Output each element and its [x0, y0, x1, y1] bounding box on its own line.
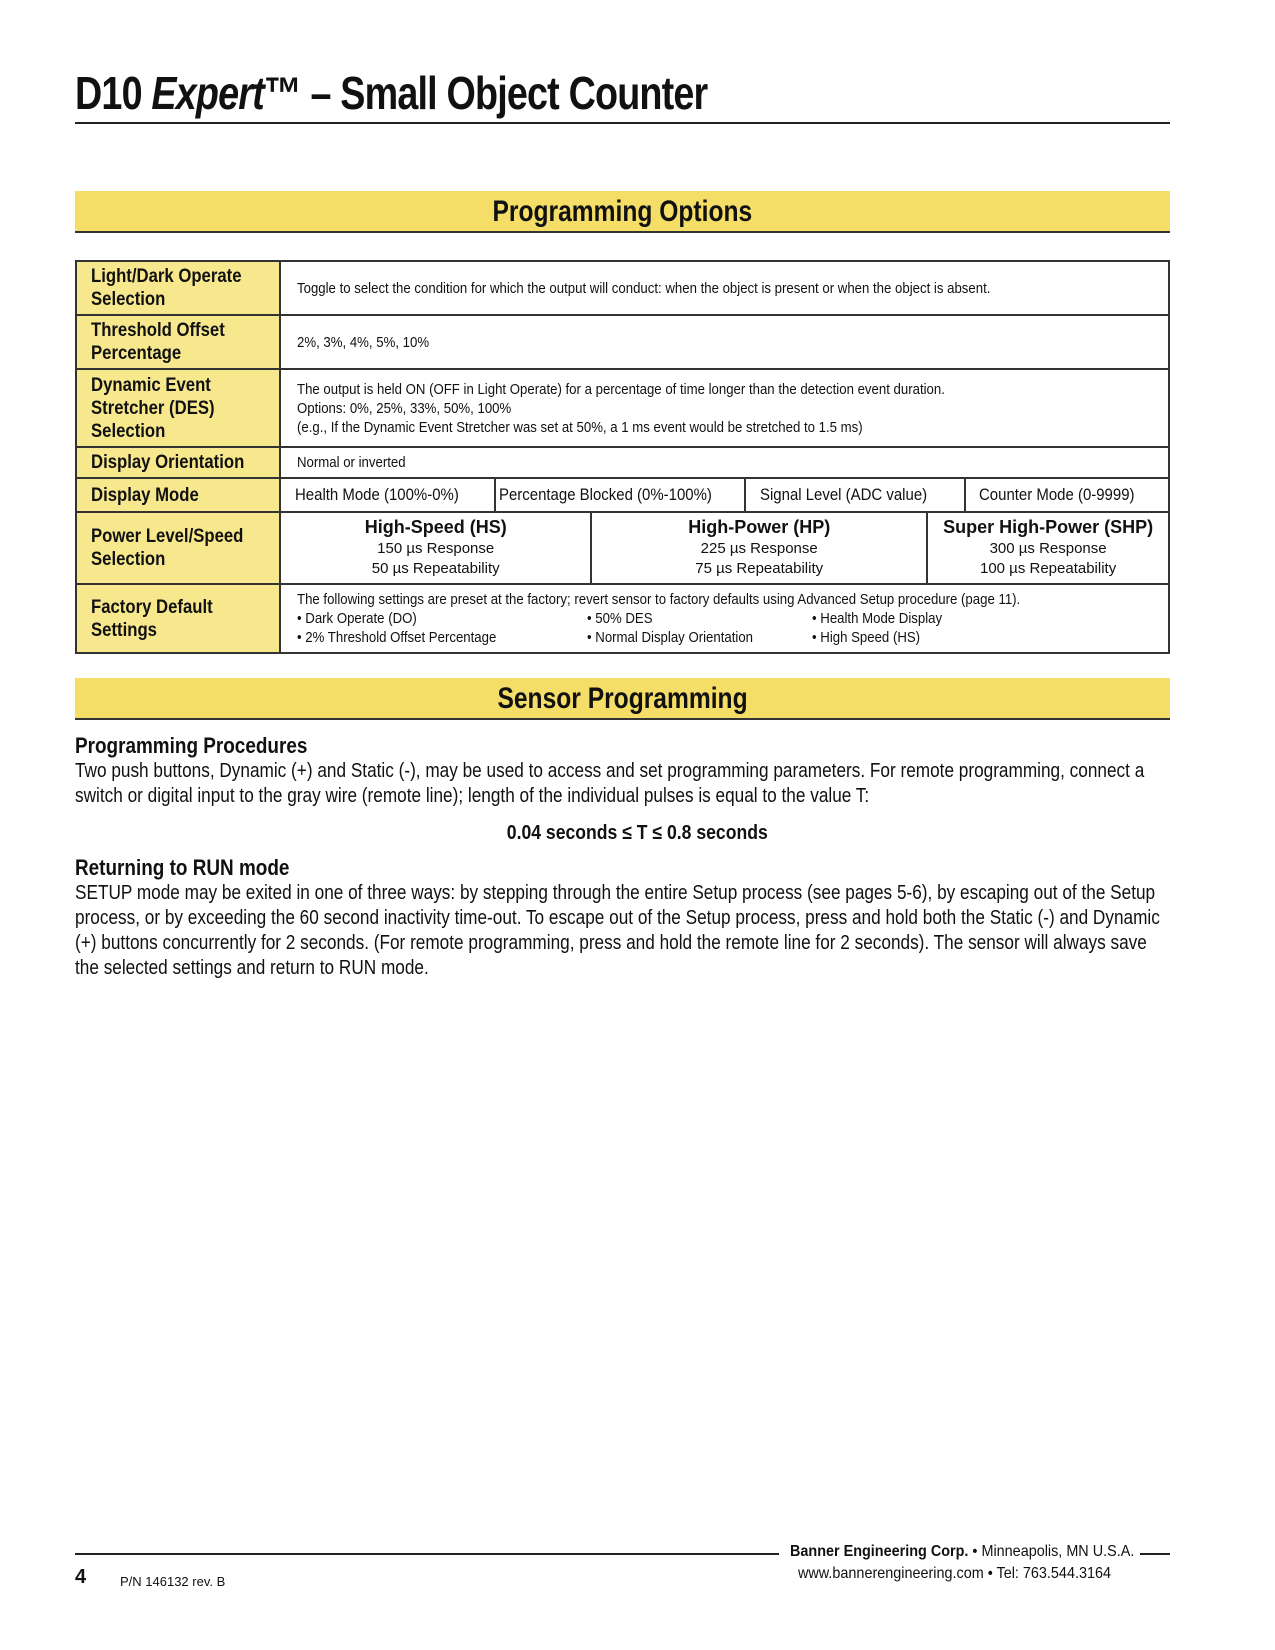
- table-row: [76, 584, 1169, 653]
- row-value: [280, 369, 1169, 447]
- row-value: [280, 512, 1169, 584]
- procedures-paragraph: Two push buttons, Dynamic (+) and Static (-), may be used to access and set programming parameters. For remote programming, connect a switch or digital input to the gray wire (remote line); length of the individual pulses is equal to the value T:: [75, 760, 1145, 807]
- company-name: Banner Engineering Corp.: [790, 1543, 969, 1560]
- level-repeatability: 100 µs Repeatability: [979, 560, 1117, 577]
- timing-formula: [0, 822, 1275, 845]
- sensor-programming-band: [75, 678, 1170, 720]
- list-item: • High Speed (HS): [812, 629, 921, 646]
- procedures-heading: Programming Procedures: [75, 733, 308, 758]
- title-bar: [75, 66, 1170, 124]
- level-name: High-Power (HP): [688, 517, 831, 537]
- value-text: 2%, 3%, 4%, 5%, 10%: [297, 333, 430, 351]
- label-line: Settings: [91, 619, 157, 641]
- level-response: 300 µs Response: [989, 540, 1107, 557]
- row-label: [76, 584, 280, 653]
- level-response: 225 µs Response: [700, 540, 818, 557]
- table-row: [76, 478, 1169, 512]
- list-item: Counter Mode (0-9999): [965, 479, 1168, 511]
- label-line: Threshold Offset: [91, 320, 225, 341]
- label-line: Stretcher (DES): [91, 397, 215, 419]
- row-value: [280, 584, 1169, 653]
- list-item: • 2% Threshold Offset Percentage: [297, 629, 497, 646]
- value-text: The output is held ON (OFF in Light Operate) for a percentage of time longer than the detection event duration.: [297, 380, 946, 398]
- row-value: [280, 315, 1169, 369]
- list-item: [591, 513, 927, 583]
- title-italic: Expert: [151, 67, 264, 119]
- title-suffix: ™ – Small Object Counter: [263, 67, 708, 119]
- section-heading-sensor-programming: Sensor Programming: [497, 682, 748, 715]
- list-item: Health Mode (100%-0%): [294, 485, 459, 504]
- row-label: [76, 315, 280, 369]
- value-text: The following settings are preset at the factory; revert sensor to factory defaults using Advanced Setup procedure (page 11).: [297, 591, 1021, 608]
- table-row: [76, 369, 1169, 447]
- row-label: [76, 512, 280, 584]
- table-row: [76, 315, 1169, 369]
- level-name: High-Speed (HS): [364, 517, 507, 537]
- list-item: • 50% DES: [587, 610, 653, 627]
- part-number: P/N 146132 rev. B: [120, 1574, 226, 1589]
- label-line: Display Mode: [91, 484, 199, 506]
- row-label: [76, 261, 280, 315]
- label-line: Power Level/Speed: [91, 526, 244, 547]
- list-item: Percentage Blocked (0%-100%): [495, 479, 745, 511]
- value-text: (e.g., If the Dynamic Event Stretcher was set at 50%, a 1 ms event would be stretched to 1.5 ms): [297, 418, 863, 436]
- table-row: [76, 447, 1169, 478]
- row-label: [76, 369, 280, 447]
- title-prefix: D10: [75, 67, 152, 119]
- label-line: Dynamic Event: [91, 374, 211, 396]
- row-value: [280, 478, 1169, 512]
- footer-divider: [1140, 1553, 1170, 1555]
- list-item: [927, 513, 1168, 583]
- row-label: [76, 447, 280, 478]
- page-number: 4: [75, 1566, 87, 1588]
- row-label: [76, 478, 280, 512]
- label-line: Percentage: [91, 343, 182, 364]
- label-line: Selection: [91, 549, 166, 570]
- label-line: Selection: [91, 289, 166, 310]
- run-mode-heading: Returning to RUN mode: [75, 855, 290, 880]
- value-text: Options: 0%, 25%, 33%, 50%, 100%: [297, 399, 512, 417]
- power-level-list: [281, 513, 1168, 583]
- label-line: Selection: [91, 420, 166, 442]
- programming-options-band: [75, 191, 1170, 233]
- list-item: Signal Level (ADC value): [745, 479, 965, 511]
- run-mode-paragraph: SETUP mode may be exited in one of three ways: by stepping through the entire Setup process (see pages 5-6), by escaping out of the Setup process, or by exceeding the 60 second inactivity time-out. To escape out of the Setup process, press and hold both the Static (-) and Dynamic (+) buttons concurrently for 2 seconds. (For remote programming, press and hold the remote line for 2 seconds). The sensor will always save the selected settings and return to RUN mode.: [75, 882, 1160, 979]
- company-line: [790, 1543, 1134, 1561]
- list-item: • Health Mode Display: [812, 610, 943, 627]
- row-value: [280, 261, 1169, 315]
- list-item: [281, 513, 591, 583]
- display-mode-list: [281, 479, 1168, 511]
- factory-defaults-list: [297, 609, 1152, 647]
- label-line: Factory Default: [91, 596, 213, 618]
- table-row: [76, 512, 1169, 584]
- row-value: [280, 447, 1169, 478]
- formula-text: 0.04 seconds ≤ T ≤ 0.8 seconds: [507, 822, 768, 844]
- programming-options-table: [75, 260, 1170, 654]
- level-name: Super High-Power (SHP): [943, 517, 1154, 537]
- footer-divider: [75, 1553, 779, 1555]
- page-title: [75, 66, 707, 120]
- level-repeatability: 50 µs Repeatability: [371, 560, 500, 577]
- list-item: • Normal Display Orientation: [587, 629, 754, 646]
- level-repeatability: 75 µs Repeatability: [695, 560, 824, 577]
- level-response: 150 µs Response: [377, 540, 495, 557]
- value-text: Toggle to select the condition for which the output will conduct: when the object is present or when the object is absent.: [297, 279, 991, 297]
- contact-line: www.bannerengineering.com • Tel: 763.544.3164: [798, 1565, 1111, 1582]
- table-row: [76, 261, 1169, 315]
- label-line: Light/Dark Operate: [91, 266, 242, 287]
- label-line: Display Orientation: [91, 452, 245, 473]
- list-item: • Dark Operate (DO): [297, 610, 417, 627]
- value-text: Normal or inverted: [297, 454, 406, 471]
- section-heading-programming-options: Programming Options: [492, 195, 753, 228]
- company-location: • Minneapolis, MN U.S.A.: [968, 1543, 1135, 1560]
